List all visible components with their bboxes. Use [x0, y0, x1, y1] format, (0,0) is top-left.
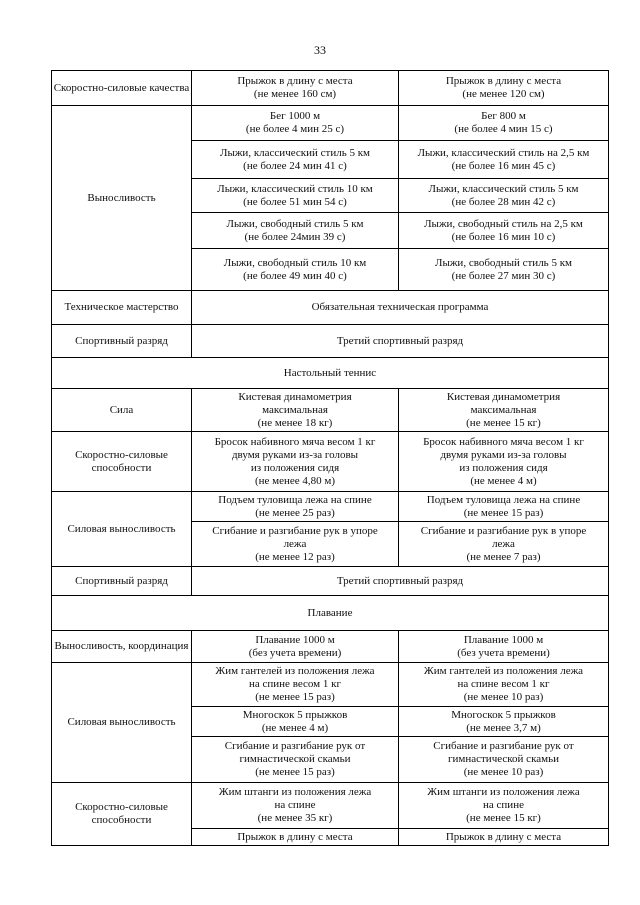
- norm-line: из положения сидя: [250, 461, 340, 474]
- norm-line: Жим гантелей из положения лежа: [215, 665, 375, 677]
- male-norm-cell: [192, 389, 399, 432]
- female-norm-cell: [399, 249, 609, 291]
- table-row: [52, 567, 609, 596]
- norm-line: максимальная: [262, 403, 328, 416]
- norm-line: лежа: [492, 537, 515, 550]
- norm-line: (не более 51 мин 54 с): [243, 195, 347, 208]
- male-norm-cell: [192, 213, 399, 249]
- norm-line: (не более 28 мин 42 с): [451, 195, 556, 208]
- norm-line: Плавание 1000 м: [463, 633, 544, 646]
- norm-line: Лыжи, классический стиль 10 км: [217, 182, 373, 195]
- table-row: [52, 663, 609, 707]
- female-norm-cell: [399, 106, 609, 141]
- female-norm-cell: [399, 522, 609, 567]
- section-title: Настольный теннис: [52, 358, 609, 389]
- male-norm-cell: [192, 249, 399, 291]
- merged-norm-cell: Обязательная техническая программа: [192, 291, 609, 325]
- norm-line: Жим штанги из положения лежа: [427, 786, 580, 798]
- norm-line: Лыжи, классический стиль на 2,5 км: [417, 146, 590, 159]
- norm-line: Лыжи, классический стиль 5 км: [428, 182, 579, 195]
- male-norm-cell: [192, 663, 399, 707]
- quality-cell: Силовая выносливость: [52, 492, 192, 567]
- section-header-row: [52, 596, 609, 631]
- female-norm-cell: [399, 179, 609, 213]
- norm-line: Прыжок в длину с места: [237, 75, 353, 87]
- norm-line: Прыжок в длину с места: [445, 830, 562, 843]
- norm-line: (не менее 4,80 м): [254, 474, 336, 487]
- page-number: 33: [314, 43, 326, 57]
- table-row: [52, 291, 609, 325]
- female-norm-cell: [399, 829, 609, 846]
- norm-line: Бросок набивного мяча весом 1 кг: [214, 435, 376, 448]
- norm-line: Бег 800 м: [481, 110, 526, 122]
- male-norm-cell: [192, 522, 399, 567]
- norm-line: (не менее 15 раз): [463, 506, 544, 519]
- female-norm-cell: [399, 389, 609, 432]
- norm-line: на спине: [483, 799, 524, 811]
- norm-line: (не менее 15 кг): [466, 416, 541, 429]
- table-row: [52, 783, 609, 829]
- norm-line: Многоскок 5 прыжков: [451, 708, 556, 721]
- norm-line: Сгибание и разгибание рук от: [433, 740, 574, 752]
- female-norm-cell: [399, 213, 609, 249]
- male-norm-cell: [192, 141, 399, 179]
- quality-cell: Спортивный разряд: [52, 325, 192, 358]
- norm-line: (не менее 4 м): [470, 474, 537, 487]
- norm-line: Жим штанги из положения лежа: [218, 786, 372, 798]
- norm-line: (не более 4 мин 15 с): [454, 123, 553, 135]
- norm-line: максимальная: [470, 403, 537, 416]
- norm-line: Лыжи, классический стиль 5 км: [219, 146, 371, 159]
- norm-line: (не менее 4 м): [261, 721, 329, 734]
- norm-line: (не менее 25 раз): [255, 506, 335, 519]
- male-norm-cell: [192, 631, 399, 663]
- norm-line: (без учета времени): [457, 646, 550, 659]
- female-norm-cell: [399, 631, 609, 663]
- norm-line: (не менее 12 раз): [255, 550, 335, 563]
- merged-norm-cell: Третий спортивный разряд: [192, 325, 609, 358]
- norms-table: [51, 70, 609, 846]
- table-row: [52, 71, 609, 106]
- norm-line: гимнастической скамьи: [447, 753, 559, 765]
- norm-line: (не менее 35 кг): [257, 812, 333, 824]
- norm-line: Плавание 1000 м: [255, 633, 335, 646]
- norm-line: (не менее 160 см): [253, 88, 337, 100]
- norm-line: (не менее 10 раз): [463, 691, 544, 703]
- norm-line: (не более 27 мин 30 с): [451, 269, 556, 282]
- norm-line: двумя руками из-за головы: [231, 448, 359, 461]
- table-row: [52, 492, 609, 522]
- norm-line: Сгибание и разгибание рук в упоре: [212, 524, 378, 537]
- norm-line: из положения сидя: [459, 461, 548, 474]
- norm-line: лежа: [283, 537, 307, 550]
- female-norm-cell: [399, 71, 609, 106]
- quality-cell: Скоростно-силовые способности: [52, 432, 192, 492]
- merged-norm-cell: Третий спортивный разряд: [192, 567, 609, 596]
- male-norm-cell: [192, 106, 399, 141]
- norm-line: Кистевая динамометрия: [446, 390, 561, 403]
- norm-line: гимнастической скамьи: [239, 753, 351, 765]
- quality-cell: Выносливость, координация: [52, 631, 192, 663]
- table-row: [52, 389, 609, 432]
- section-header-row: [52, 358, 609, 389]
- norm-line: (не более 49 мин 40 с): [243, 269, 347, 282]
- norm-line: (не более 16 мин 10 с): [451, 230, 556, 243]
- norm-line: (не менее 7 раз): [466, 550, 541, 563]
- norm-line: Сгибание и разгибание рук от: [224, 740, 366, 752]
- norm-line: Прыжок в длину с места: [237, 830, 353, 843]
- norm-line: Лыжи, свободный стиль 5 км: [226, 217, 364, 230]
- norm-line: Многоскок 5 прыжков: [242, 708, 348, 721]
- norm-line: Жим гантелей из положения лежа: [423, 665, 584, 677]
- norm-line: (не менее 3,7 м): [466, 721, 541, 734]
- norm-line: (не менее 10 раз): [463, 766, 544, 778]
- table-row: [52, 432, 609, 492]
- norm-line: Подъем туловища лежа на спине: [218, 493, 372, 506]
- female-norm-cell: [399, 783, 609, 829]
- norm-line: Лыжи, свободный стиль 10 км: [223, 256, 367, 269]
- norm-line: на спине весом 1 кг: [249, 678, 341, 690]
- female-norm-cell: [399, 663, 609, 707]
- female-norm-cell: [399, 737, 609, 783]
- norm-line: (без учета времени): [248, 646, 342, 659]
- quality-cell: Скоростно-силовые способности: [52, 783, 192, 846]
- norm-line: на спине весом 1 кг: [457, 678, 550, 690]
- norm-line: Бег 1000 м: [269, 110, 321, 122]
- male-norm-cell: [192, 179, 399, 213]
- norm-line: (не менее 120 см): [462, 88, 545, 100]
- male-norm-cell: [192, 71, 399, 106]
- quality-cell: Спортивный разряд: [52, 567, 192, 596]
- female-norm-cell: [399, 432, 609, 492]
- male-norm-cell: [192, 829, 399, 846]
- norm-line: Кистевая динамометрия: [238, 390, 352, 403]
- norm-line: (не менее 15 раз): [255, 691, 335, 703]
- quality-cell: Техническое мастерство: [52, 291, 192, 325]
- section-title: Плавание: [52, 596, 609, 631]
- norm-line: (не более 24 мин 41 с): [243, 159, 347, 172]
- male-norm-cell: [192, 432, 399, 492]
- male-norm-cell: [192, 492, 399, 522]
- table-row: [52, 631, 609, 663]
- norm-line: Прыжок в длину с места: [445, 75, 562, 87]
- norm-line: (не менее 18 кг): [257, 416, 333, 429]
- female-norm-cell: [399, 707, 609, 737]
- norm-line: (не более 24мин 39 с): [244, 230, 346, 243]
- male-norm-cell: [192, 737, 399, 783]
- female-norm-cell: [399, 141, 609, 179]
- norm-line: (не более 16 мин 45 с): [451, 159, 556, 172]
- norm-line: Лыжи, свободный стиль на 2,5 км: [424, 217, 583, 230]
- norm-line: (не менее 15 кг): [466, 812, 541, 824]
- norm-line: Сгибание и разгибание рук в упоре: [420, 524, 587, 537]
- quality-cell: Силовая выносливость: [52, 663, 192, 783]
- female-norm-cell: [399, 492, 609, 522]
- norm-line: Лыжи, свободный стиль 5 км: [434, 256, 573, 269]
- quality-cell: Выносливость: [52, 106, 192, 291]
- table-row: [52, 106, 609, 141]
- table-row: [52, 325, 609, 358]
- norm-line: Бросок набивного мяча весом 1 кг: [423, 435, 584, 448]
- norm-line: (не менее 15 раз): [255, 766, 335, 778]
- norm-line: (не более 4 мин 25 с): [245, 123, 345, 135]
- norm-line: Подъем туловища лежа на спине: [426, 493, 581, 506]
- male-norm-cell: [192, 783, 399, 829]
- norm-line: на спине: [274, 799, 316, 811]
- male-norm-cell: [192, 707, 399, 737]
- quality-cell: Сила: [52, 389, 192, 432]
- quality-cell: Скоростно-силовые качества: [52, 71, 192, 106]
- norm-line: двумя руками из-за головы: [440, 448, 567, 461]
